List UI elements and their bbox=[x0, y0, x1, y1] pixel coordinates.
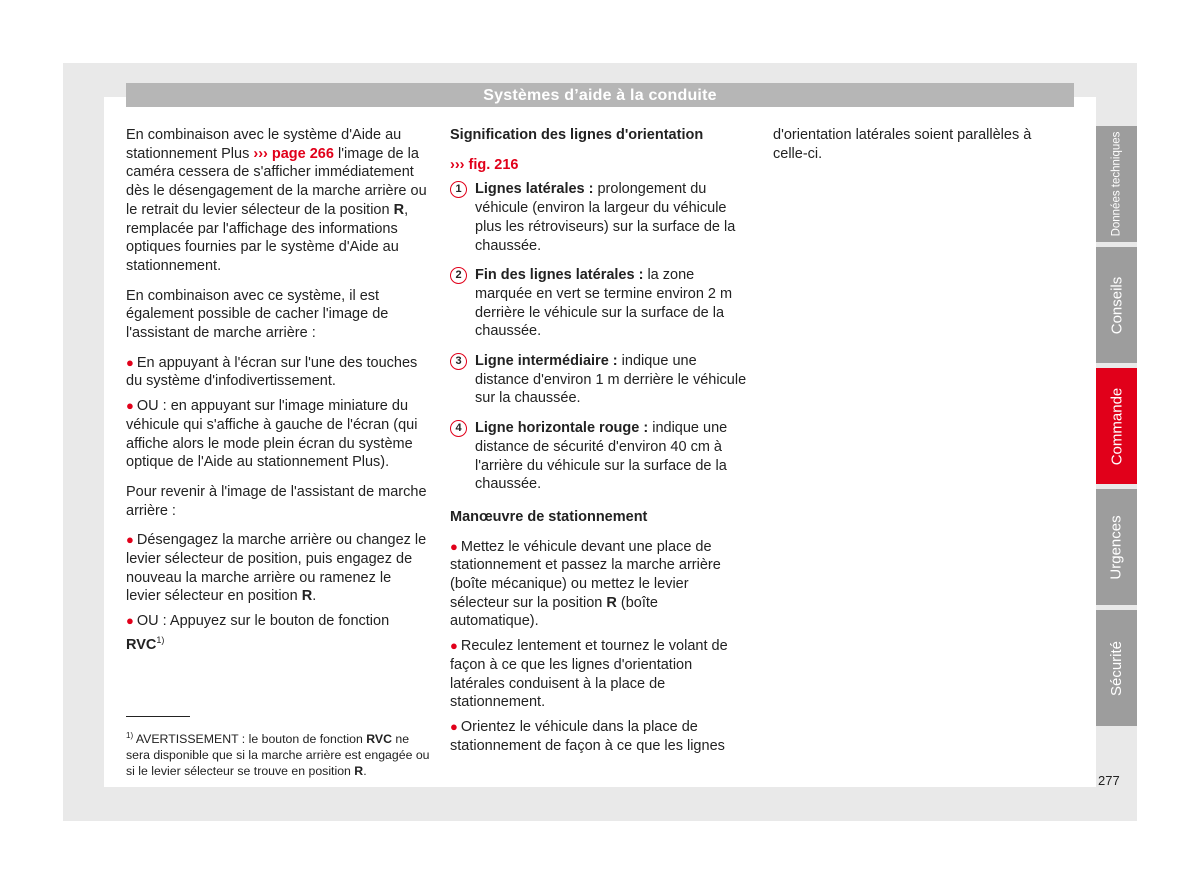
paragraph: d'orientation latérales soient parallèles à celle-ci. bbox=[773, 127, 1032, 162]
legend-item bbox=[450, 352, 750, 408]
tab-donnees-techniques[interactable] bbox=[1096, 126, 1137, 242]
legend-text: la zone marquée en vert se termine environ 2 m derrière le véhicule sur la surface de la chaussée. bbox=[475, 267, 733, 340]
number-badge-icon: 3 bbox=[450, 353, 467, 370]
list-item: ● Désengagez la marche arrière ou changez le levier sélecteur de position, puis engagez de nouveau la marche arrière ou ramenez le levier sélecteur en position R. bbox=[126, 532, 427, 605]
tab-label: Conseils bbox=[1108, 276, 1125, 334]
bullet-icon: ● bbox=[126, 354, 134, 370]
subheading: Manœuvre de stationnement bbox=[450, 508, 648, 525]
tab-commande[interactable] bbox=[1096, 368, 1137, 484]
tab-label: Données techniques bbox=[1110, 131, 1123, 237]
number-badge-icon: 2 bbox=[450, 267, 467, 284]
bullet-icon: ● bbox=[450, 538, 458, 554]
list-item: ● En appuyant à l'écran sur l'une des touches du système d'infodivertissement. bbox=[126, 354, 418, 390]
legend-term: Ligne horizontale rouge : bbox=[475, 420, 649, 437]
subheading: Signification des lignes d'orientation bbox=[450, 127, 704, 143]
legend-text: indique une distance d'environ 1 m derrière le véhicule sur la chaussée. bbox=[475, 353, 747, 407]
bullet-icon: ● bbox=[450, 638, 458, 654]
legend-text: indique une distance de sécurité d'environ 40 cm à l'arrière du véhicule sur la surface de la chaussée. bbox=[475, 420, 728, 493]
paragraph: Pour revenir à l'image de l'assistant de marche arrière : bbox=[126, 483, 427, 519]
column-3 bbox=[773, 126, 1063, 174]
footnote: $^{1)}$ AVERTISSEMENT : le bouton de fonction RVC ne sera disponible que si la marche arrière est engagée ou si le levier sélecteur se trouve en position R. bbox=[126, 731, 430, 779]
figure-link[interactable]: ››› fig. 216 bbox=[450, 156, 519, 173]
legend-item bbox=[450, 266, 750, 341]
number-badge-icon: 4 bbox=[450, 420, 467, 437]
legend-term: Lignes latérales : bbox=[475, 181, 594, 198]
legend-term: Fin des lignes latérales : bbox=[475, 267, 644, 284]
legend-list bbox=[450, 180, 750, 494]
bullet-icon: ● bbox=[126, 613, 134, 629]
footnote-ref[interactable]: 1) bbox=[156, 634, 165, 645]
tab-conseils[interactable] bbox=[1096, 247, 1137, 363]
list-item: ● OU : Appuyez sur le bouton de fonction RVC$^{1)}$ bbox=[126, 613, 390, 653]
paragraph: En combinaison avec le système d'Aide au stationnement Plus ››› page 266 l'image de la caméra cessera de s'afficher immédiatement dès le désengagement de la marche arrière ou le retrait du levier sélecteur de la position R, remplacée par l'affichage des informations optiques fournies par le système d'Aide au stationnement. bbox=[126, 127, 427, 274]
bullet-icon: ● bbox=[126, 398, 134, 414]
section-title: Systèmes d’aide à la conduite bbox=[126, 83, 1074, 107]
tab-label: Sécurité bbox=[1108, 640, 1125, 696]
column-1 bbox=[126, 126, 428, 665]
legend-term: Ligne intermédiaire : bbox=[475, 353, 618, 370]
list-item: ● Orientez le véhicule dans la place de stationnement de façon à ce que les lignes bbox=[450, 718, 725, 754]
bullet-icon: ● bbox=[450, 718, 458, 734]
column-2 bbox=[450, 126, 750, 766]
tab-urgences[interactable] bbox=[1096, 489, 1137, 605]
list-item: ● OU : en appuyant sur l'image miniature du véhicule qui s'affiche à gauche de l'écran (qui affiche alors le mode plein écran du système optique de l'Aide au stationnement Plus). bbox=[126, 398, 418, 471]
paragraph: En combinaison avec ce système, il est également possible de cacher l'image de l'assistant de marche arrière : bbox=[126, 287, 389, 342]
tab-securite[interactable] bbox=[1096, 610, 1137, 726]
tab-label: Commande bbox=[1108, 387, 1126, 465]
number-badge-icon: 1 bbox=[450, 181, 467, 198]
legend-item bbox=[450, 419, 750, 494]
list-item: ● Reculez lentement et tournez le volant de façon à ce que les lignes d'orientation latérales conduisent à la place de stationnement. bbox=[450, 638, 728, 711]
page-number: 277 bbox=[1098, 773, 1120, 788]
list-item: ● Mettez le véhicule devant une place de stationnement et passez la marche arrière (boîte mécanique) ou mettez le levier sélecteur sur la position R (boîte automatique). bbox=[450, 538, 721, 630]
bullet-icon: ● bbox=[126, 532, 134, 548]
tab-label: Urgences bbox=[1108, 514, 1126, 580]
legend-text: prolongement du véhicule (environ la largeur du véhicule plus les rétroviseurs) sur la surface de la chaussée. bbox=[475, 181, 736, 254]
legend-item bbox=[450, 180, 750, 255]
footnote-divider bbox=[126, 716, 190, 717]
page-link[interactable]: ››› page 266 bbox=[253, 145, 334, 162]
